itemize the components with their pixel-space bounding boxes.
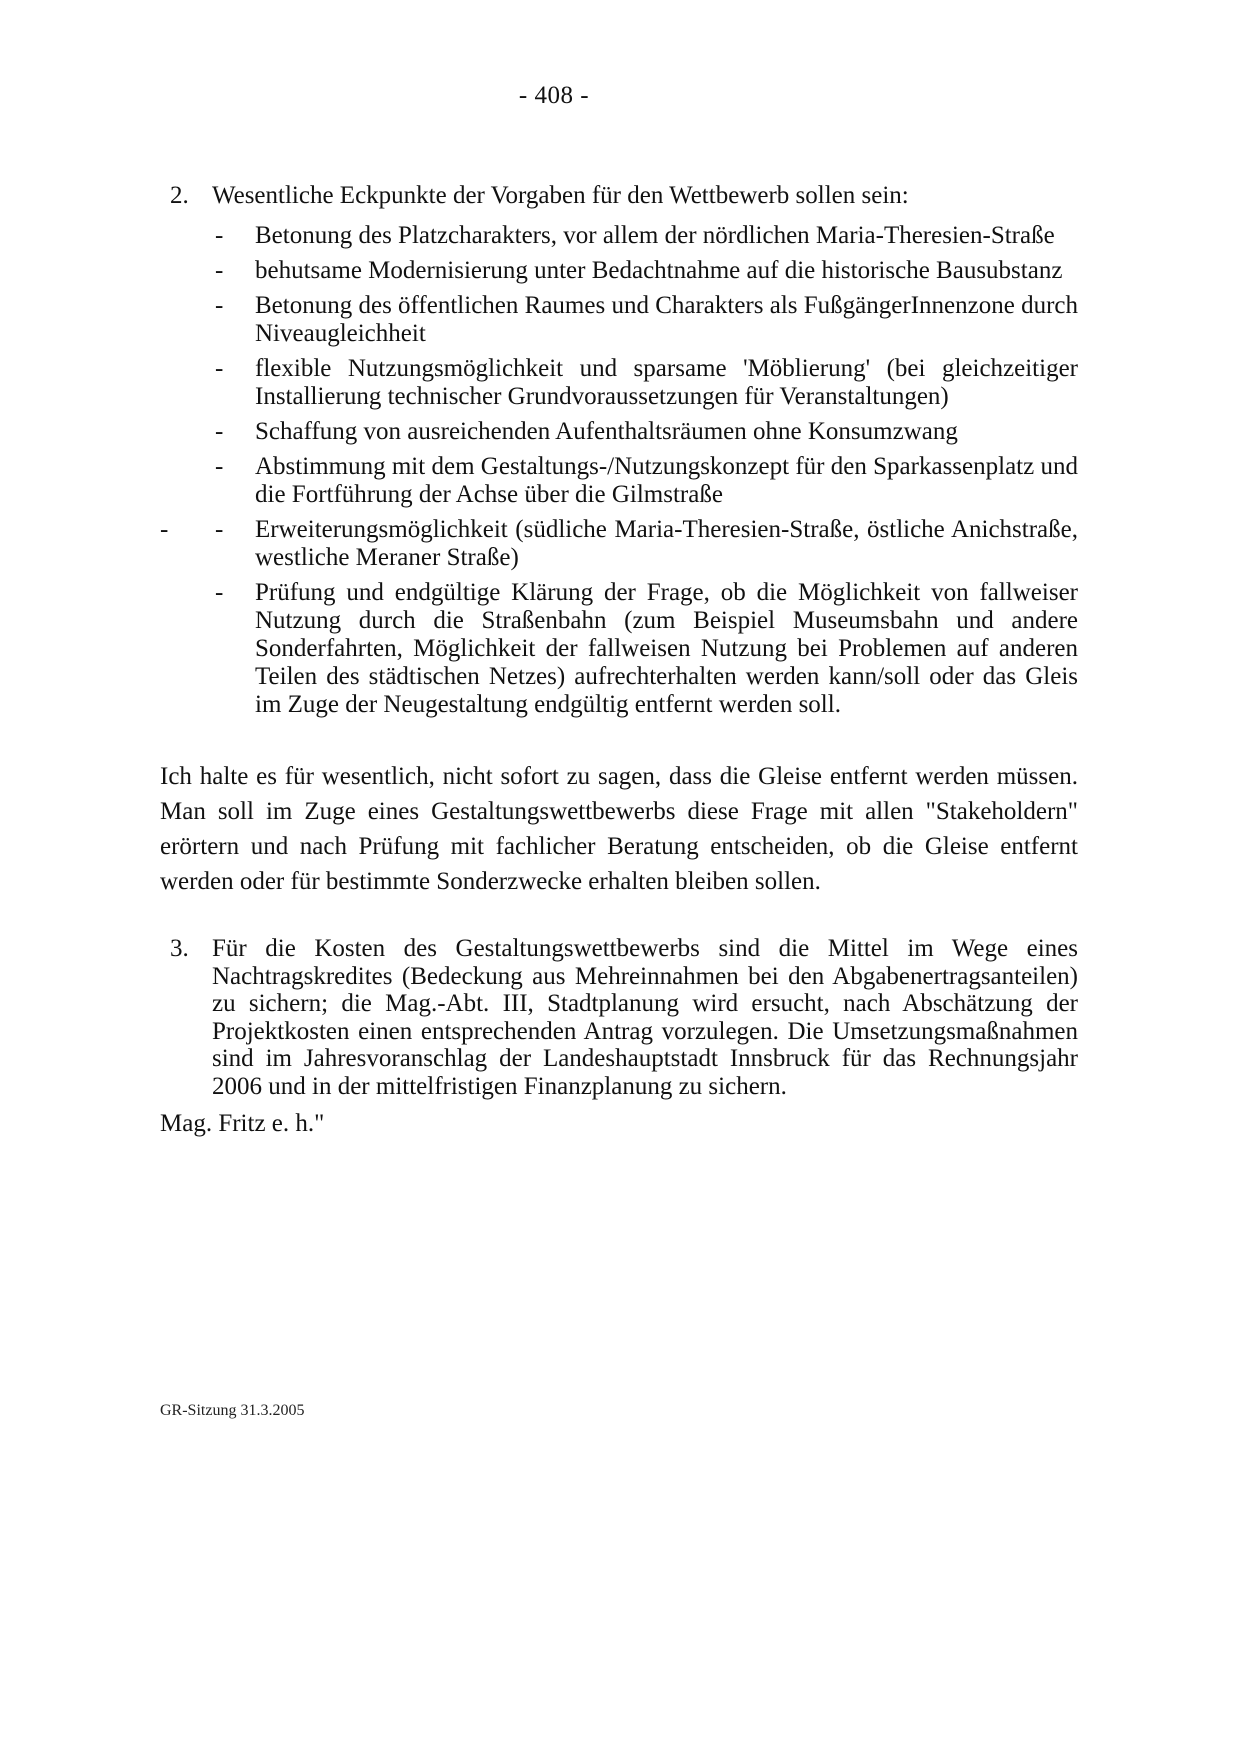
list-item-text: behutsame Modernisierung unter Bedachtnahme auf die historische Bausubstanz	[255, 257, 1063, 284]
item-number: 3.	[170, 935, 189, 962]
outer-dash-marker	[160, 355, 215, 411]
list-item-text: flexible Nutzungsmöglichkeit und sparsame 'Möblierung' (bei gleichzeitiger Installierung technischer Grundvoraussetzungen für Veranstaltungen)	[255, 355, 1078, 410]
body-paragraph: Ich halte es für wesentlich, nicht sofort zu sagen, dass die Gleise entfernt werden müssen. Man soll im Zuge eines Gestaltungswettbewerbs diese Frage mit allen "Stakeholdern" erörtern und nach Prüfung mit fachlicher Beratung entscheiden, ob die Gleise entfernt werden oder für bestimmte Sonderzwecke erhalten bleiben sollen.	[160, 763, 1078, 895]
page-number: - 408 -	[518, 82, 590, 109]
list-item	[160, 257, 1078, 285]
outer-dash-marker	[160, 292, 215, 348]
list-item	[160, 516, 1078, 572]
list-item-text: Abstimmung mit dem Gestaltungs-/Nutzungskonzept für den Sparkassenplatz und die Fortführung der Achse über die Gilmstraße	[255, 453, 1078, 508]
item-number: 2.	[170, 182, 189, 209]
numbered-item-2	[160, 182, 1078, 210]
list-item-text: Betonung des öffentlichen Raumes und Charakters als FußgängerInnenzone durch Niveaugleichheit	[255, 292, 1078, 347]
outer-dash-marker	[160, 579, 215, 719]
outer-dash-marker	[160, 257, 215, 285]
bullet-marker: -	[215, 292, 224, 319]
section-item-2	[160, 182, 1078, 719]
bullet-marker: -	[215, 222, 224, 249]
item-text: Für die Kosten des Gestaltungswettbewerbs sind die Mittel im Wege eines Nachtragskredites (Bedeckung aus Mehreinnahmen bei den Abgabenertragsanteilen) zu sichern; die Mag.-Abt. III, Stadtplanung wird ersucht, nach Abschätzung der Projektkosten einen entsprechenden Antrag vorzulegen. Die Umsetzungsmaßnahmen sind im Jahresvoranschlag der Landeshauptstadt Innsbruck für das Rechnungsjahr 2006 und in der mittelfristigen Finanzplanung zu sichern.	[212, 935, 1078, 1100]
footer-session-label: GR-Sitzung 31.3.2005	[160, 1402, 305, 1419]
bullet-marker: -	[215, 453, 224, 480]
list-item	[160, 222, 1078, 250]
bullet-marker: -	[215, 516, 224, 543]
list-item	[160, 579, 1078, 719]
bullet-marker: -	[215, 257, 224, 284]
item-heading: Wesentliche Eckpunkte der Vorgaben für den Wettbewerb sollen sein:	[212, 182, 909, 209]
bullet-marker: -	[215, 579, 224, 606]
list-item	[160, 292, 1078, 348]
list-item-text: Betonung des Platzcharakters, vor allem der nördlichen Maria-Theresien-Straße	[255, 222, 1055, 249]
list-item	[160, 453, 1078, 509]
outer-dash-marker: -	[160, 516, 169, 543]
signature-line: Mag. Fritz e. h."	[160, 1110, 325, 1137]
outer-dash-marker	[160, 418, 215, 446]
bullet-marker: -	[215, 418, 224, 445]
outer-dash-marker	[160, 453, 215, 509]
bullet-marker: -	[215, 355, 224, 382]
list-item-text: Prüfung und endgültige Klärung der Frage, ob die Möglichkeit von fallweiser Nutzung durch die Straßenbahn (zum Beispiel Museumsbahn und andere Sonderfahrten, Möglichkeit der fallweisen Nutzung bei Problemen auf anderen Teilen des städtischen Netzes) aufrechterhalten werden kann/soll oder das Gleis im Zuge der Neugestaltung endgültig entfernt werden soll.	[255, 579, 1078, 718]
list-item	[160, 355, 1078, 411]
section-item-3	[160, 935, 1078, 1138]
list-item-text: Erweiterungsmöglichkeit (südliche Maria-Theresien-Straße, östliche Anichstraße, westliche Meraner Straße)	[255, 516, 1078, 571]
list-item	[160, 418, 1078, 446]
outer-dash-marker	[160, 222, 215, 250]
bullet-list	[160, 222, 1078, 719]
list-item-text: Schaffung von ausreichenden Aufenthaltsräumen ohne Konsumzwang	[255, 418, 958, 445]
numbered-item-3	[160, 935, 1078, 1100]
